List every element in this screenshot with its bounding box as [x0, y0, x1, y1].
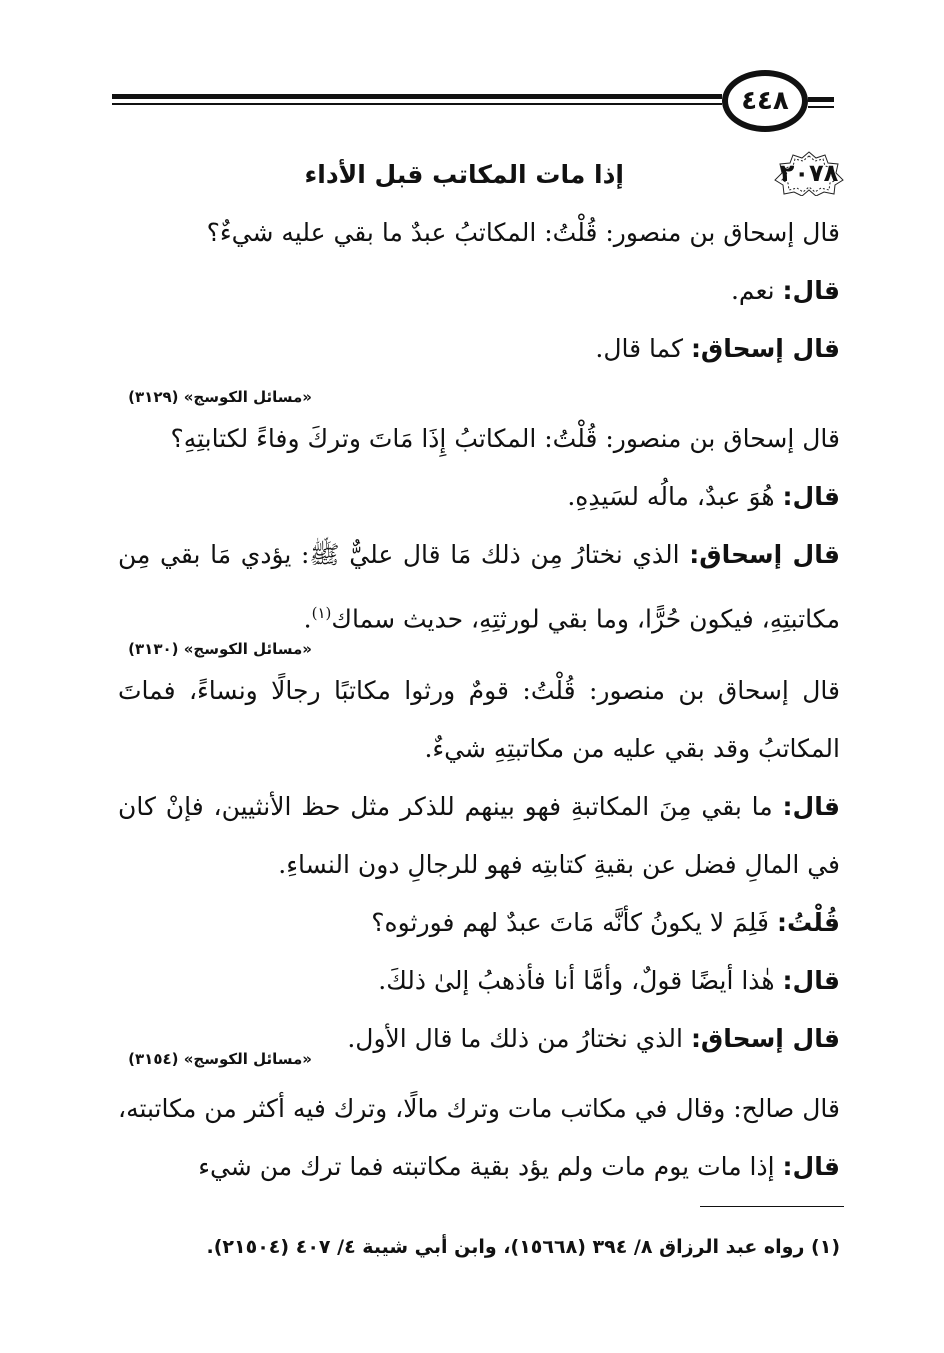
line: قُلْتُ: فَلِمَ لا يكونُ كأنَّه مَاتَ عبدٌ لهم فورثوه؟: [371, 908, 840, 937]
line: قال إسحاق: كما قال.: [595, 334, 840, 363]
line: قال إسحاق: الذي نختارُ من ذلك ما قال الأول.: [347, 1024, 840, 1053]
source-reference: «مسائل الكوسج» (٣١٥٤): [128, 1050, 312, 1068]
speaker-label: قُلْتُ:: [776, 908, 840, 937]
paragraph: قال إسحاق: الذي نختارُ مِن ذلك مَا قال عليٌّ ﷺ: يؤدي مَا بقي مِن مكاتبتِهِ، فيكون حُرًّا، وما بقي لورثتِهِ، حديث سماك$^{(١)}$.: [118, 540, 840, 634]
text-block-1: [118, 204, 840, 378]
source-reference: «مسائل الكوسج» (٣١٣٠): [128, 640, 312, 658]
footnote-rule: [700, 1206, 844, 1207]
speaker-label: قال:: [782, 966, 840, 995]
page-number-frame: [722, 70, 808, 132]
paragraph: قال إسحاق بن منصور: قُلْتُ: قومٌ ورثوا مكاتبًا رجالًا ونساءً، فماتَ المكاتبُ وقد بقي عليه من مكاتبتِهِ شيءٌ.: [118, 676, 840, 763]
speaker-label: قال:: [782, 482, 840, 511]
text-block-3: [118, 662, 840, 1068]
speaker-label: قال:: [782, 792, 840, 821]
footnote-marker: (١): [311, 604, 332, 622]
section-number-badge: [772, 150, 846, 196]
source-reference: «مسائل الكوسج» (٣١٢٩): [128, 388, 312, 406]
line: قال إسحاق بن منصور: قُلْتُ: المكاتبُ عبدٌ ما بقي عليه شيءٌ؟: [206, 218, 840, 247]
footnote: (١) رواه عبد الرزاق ٨/ ٣٩٤ (١٥٦٦٨)، وابن أبي شيبة ٤/ ٤٠٧ (٢١٥٠٤).: [206, 1236, 840, 1258]
text-block-2: [118, 410, 840, 648]
paragraph: قال صالح: وقال في مكاتب مات وترك مالًا، وترك فيه أكثر من مكاتبته، قال: إذا مات يوم مات ولم يؤد بقية مكاتبته فما ترك من شيء: [118, 1094, 840, 1181]
header-rule-right-thin: [808, 106, 834, 108]
speaker-label: قال إسحاق:: [689, 540, 840, 569]
paragraph: قال: ما بقي مِنَ المكاتبةِ فهو بينهم للذكر مثل حظ الأنثيين، فإنْ كان في المالِ فضل عن بقيةِ كتابتِه فهو للرجالِ دون النساءِ.: [118, 792, 840, 879]
line: قال: هٰذا أيضًا قولٌ، وأمَّا أنا فأذهبُ إلىٰ ذلكَ.: [378, 966, 840, 995]
page-number: ٤٤٨: [741, 86, 789, 116]
text-block-4: [118, 1080, 840, 1196]
speaker-label: قال إسحاق:: [690, 334, 840, 363]
line: قال إسحاق بن منصور: قُلْتُ: المكاتبُ إِذَا مَاتَ وتركَ وفاءً لكتابتِهِ؟: [170, 424, 840, 453]
section-title: إذا مات المكاتب قبل الأداء: [304, 160, 624, 189]
header-rule: [112, 94, 722, 110]
header-rule-right: [808, 97, 834, 102]
speaker-label: قال إسحاق:: [690, 1024, 840, 1053]
section-number: ٢٠٧٨: [779, 159, 839, 187]
line: قال: نعم.: [730, 276, 840, 305]
speaker-label: قال:: [782, 276, 840, 305]
speaker-label: قال:: [782, 1152, 840, 1181]
line: قال: هُوَ عبدٌ، مالُه لسَيدِهِ.: [567, 482, 840, 511]
